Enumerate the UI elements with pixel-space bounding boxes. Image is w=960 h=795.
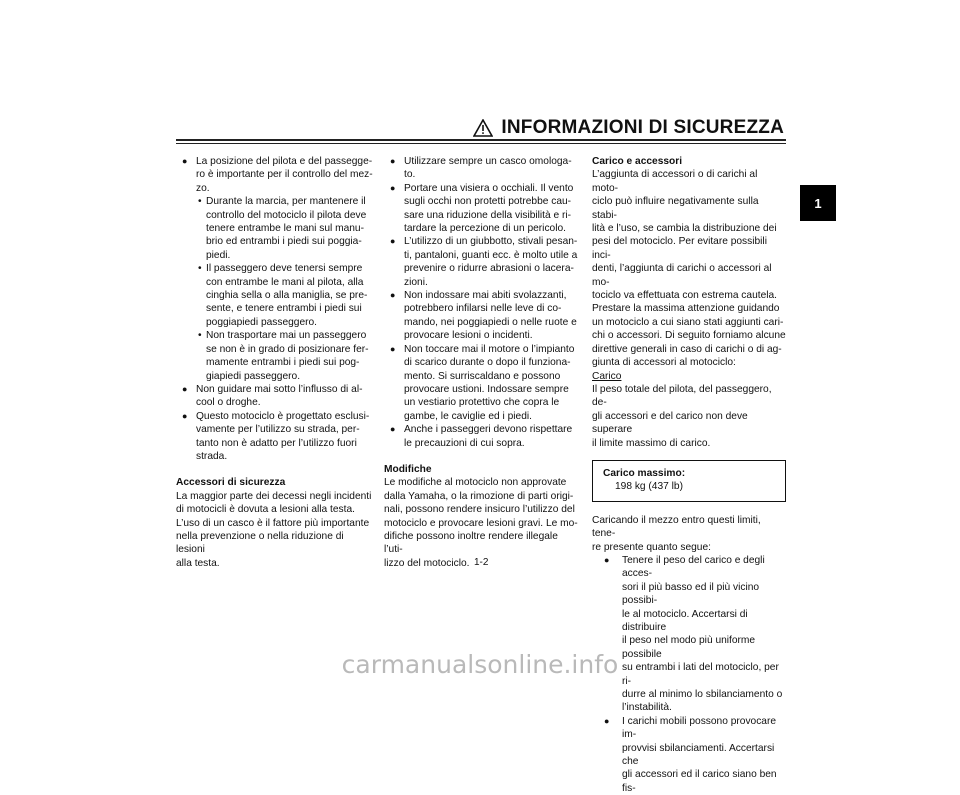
- text-line: lizzo del motociclo.: [384, 557, 470, 569]
- text-line: Anche i passeggeri devono rispettare: [404, 424, 573, 436]
- bullet-item: ● Anche i passeggeri devono rispettare le precauzioni di cui sopra.: [384, 423, 578, 450]
- text-line: controllo del motociclo il pilota deve: [206, 209, 367, 221]
- text-line: Il peso totale del pilota, del passeggero, de-: [592, 383, 772, 409]
- text-line: sugli occhi non protetti potrebbe cau-: [404, 196, 572, 208]
- text-line: re presente quanto segue:: [592, 541, 711, 553]
- header-rule-thin: [176, 143, 786, 144]
- paragraph: [592, 168, 786, 369]
- text-line: Tenere il peso del carico e degli acces-: [622, 554, 765, 580]
- text-line: di motocicli è dovuta a lesioni alla testa.: [176, 504, 355, 516]
- text-line: un vestiario protettivo che copra le: [404, 397, 560, 409]
- paragraph: [592, 514, 786, 554]
- max-load-value: 198 kg (437 lb): [615, 481, 683, 493]
- text-line: provvisi sbilanciamenti. Accertarsi che: [622, 742, 775, 768]
- text-line: I carichi mobili possono provocare im-: [622, 715, 777, 741]
- page-header: [473, 117, 784, 139]
- text-line: zioni.: [404, 276, 428, 288]
- text-line: Utilizzare sempre un casco omologa-: [404, 156, 572, 167]
- text-line: Le modifiche al motociclo non approvate: [384, 477, 567, 489]
- text-line: Non toccare mai il motore o l’impianto: [404, 343, 575, 355]
- text-line: denti, l’aggiunta di carichi o accessori al mo-: [592, 263, 772, 288]
- bullet-item: ● Questo motociclo è progettato esclusi- vamente per l’utilizzo su strada, per- tanto non è adatto per l’utilizzo fuori strada.: [176, 410, 374, 464]
- text-line: brio ed entrambi i piedi sui poggia-: [206, 236, 362, 248]
- text-line: Non guidare mai sotto l’influsso di al-: [196, 383, 363, 395]
- text-line: strada.: [196, 450, 228, 462]
- text-line: nali, possono rendere insicuro l’utilizzo del: [384, 504, 575, 516]
- text-line: potrebbero infilarsi nelle leve di co-: [404, 303, 562, 315]
- section-heading: Carico e accessori: [592, 156, 683, 167]
- section-heading: Accessori di sicurezza: [176, 477, 286, 489]
- section-heading: Modifiche: [384, 463, 432, 475]
- text-line: tardare la percezione di un pericolo.: [404, 223, 566, 235]
- text-line: direttive generali in caso di carichi o di ag-: [592, 343, 782, 355]
- text-line: ti, pantaloni, guanti ecc. è molto utile a: [404, 249, 578, 261]
- text-line: tenere entrambe le mani sul manu-: [206, 223, 364, 235]
- bullet-item: ● Portare una visiera o occhiali. Il vento sugli occhi non protetti potrebbe cau- sare una riduzione della visibilità e ri- tardare la percezione di un pericolo.: [384, 182, 578, 236]
- text-line: to.: [404, 169, 416, 181]
- max-load-label: Carico massimo:: [603, 467, 686, 479]
- text-line: Prestare la massima attenzione guidando: [592, 303, 780, 315]
- text-line: gli accessori ed il carico siano ben fis-: [622, 769, 777, 794]
- text-line: Non indossare mai abiti svolazzanti,: [404, 290, 567, 302]
- text-line: Caricando il mezzo entro questi limiti, tene-: [592, 514, 761, 540]
- text-line: difiche possono inoltre rendere illegale l’uti-: [384, 530, 558, 556]
- text-line: mento. Si surriscaldano e possono: [404, 370, 561, 382]
- text-line: su entrambi i lati del motociclo, per ri-: [622, 662, 779, 687]
- text-line: L’uso di un casco è il fattore più importante: [176, 517, 370, 529]
- text-line: le al motociclo. Accertarsi di distribuire: [622, 608, 748, 633]
- max-load-box: [592, 460, 786, 502]
- text-line: il limite massimo di carico.: [592, 437, 711, 449]
- bullet-item: ● Non guidare mai sotto l’influsso di al- cool o droghe.: [176, 383, 374, 410]
- text-line: lità e l’uso, se cambia la distribuzione dei: [592, 223, 777, 235]
- text-line: alla testa.: [176, 557, 220, 569]
- text-line: motociclo e provocare lesioni gravi. Le mo-: [384, 517, 578, 529]
- text-line: provocare lesioni o incidenti.: [404, 330, 533, 342]
- text-line: zo.: [196, 182, 210, 194]
- bullet-item: ● Non toccare mai il motore o l’impianto di scarico durante o dopo il funziona- mento. Si surriscaldano e possono provocare ustioni. Indossare sempre un vestiario protettivo che copra le gambe, le caviglie ed i piedi.: [384, 343, 578, 423]
- text-line: gli accessori e del carico non deve superare: [592, 410, 748, 436]
- text-line: pesi del motociclo. Per evitare possibili inci-: [592, 236, 767, 261]
- text-line: ciclo può influire negativamente sulla stabi-: [592, 196, 759, 221]
- text-line: Il passeggero deve tenersi sempre: [206, 263, 363, 275]
- text-line: tanto non è adatto per l’utilizzo fuori: [196, 437, 357, 449]
- text-line: il peso nel modo più uniforme possibile: [622, 635, 756, 660]
- text-line: La posizione del pilota e del passegge-: [196, 156, 373, 167]
- paragraph: [592, 383, 786, 450]
- bullet-item: ● Utilizzare sempre un casco omologa- to.: [384, 155, 578, 182]
- watermark: carmanualsonline.info: [341, 650, 619, 679]
- text-line: ro è importante per il controllo del mez-: [196, 169, 373, 181]
- text-line: sente, e tenere entrambi i piedi sui: [206, 303, 362, 315]
- column-1: [176, 155, 374, 570]
- text-line: le precauzioni di cui sopra.: [404, 437, 525, 449]
- header-rule: [176, 139, 786, 141]
- text-line: giunta di accessori al motociclo:: [592, 357, 736, 369]
- sub-bullet-item: • Non trasportare mai un passeggero se non è in grado di posizionare fer- mamente entrambi i piedi sui pog- giapiedi passeggero.: [176, 329, 374, 383]
- text-line: cinghia sella o alla maniglia, se pre-: [206, 290, 368, 302]
- text-line: La maggior parte dei decessi negli incidenti: [176, 490, 372, 502]
- text-line: chi o accessori. Di seguito forniamo alcune: [592, 330, 786, 342]
- text-line: Portare una visiera o occhiali. Il vento: [404, 182, 574, 194]
- bullet-item: ● L’utilizzo di un giubbotto, stivali pesan- ti, pantaloni, guanti ecc. è molto utile a prevenire o ridurre abrasioni o lacera- zioni.: [390, 236, 578, 288]
- warning-triangle-icon: [473, 119, 493, 137]
- text-line: L’utilizzo di un giubbotto, stivali pesan-: [404, 236, 578, 248]
- paragraph: [176, 490, 374, 570]
- page-number: 1-2: [474, 557, 489, 568]
- sub-bullet-item: • Durante la marcia, per mantenere il controllo del motociclo il pilota deve tenere entrambe le mani sul manu- brio ed entrambi i piedi sui poggia- piedi.: [176, 195, 374, 262]
- text-line: giapiedi passeggero.: [206, 370, 301, 382]
- text-line: cool o droghe.: [196, 397, 261, 409]
- text-line: piedi.: [206, 249, 231, 261]
- column-3: [592, 155, 786, 795]
- page-title: INFORMAZIONI DI SICUREZZA: [501, 117, 784, 138]
- sub-bullet-item: • Il passeggero deve tenersi sempre con entrambe le mani al pilota, alla cinghia sella o alla maniglia, se pre- sente, e tenere entrambi i piedi sui poggiapiedi passeggero.: [176, 262, 374, 329]
- text-line: se non è in grado di posizionare fer-: [206, 343, 369, 355]
- text-line: l’instabilità.: [622, 702, 672, 714]
- text-line: poggiapiedi passeggero.: [206, 316, 318, 328]
- bullet-item: ● La posizione del pilota e del passegge- ro è importante per il controllo del mez- zo.: [182, 156, 373, 194]
- column-2: [384, 155, 578, 570]
- text-line: nella prevenzione o nella riduzione di lesioni: [176, 530, 344, 556]
- chapter-tab: 1: [800, 185, 836, 221]
- text-line: vamente per l’utilizzo su strada, per-: [196, 424, 360, 436]
- bullet-item: ● I carichi mobili possono provocare im- provvisi sbilanciamenti. Accertarsi che gli accessori ed il carico siano ben fis-: [592, 715, 786, 795]
- text-line: Durante la marcia, per mantenere il: [206, 196, 366, 208]
- text-line: sori il più basso ed il più vicino possibi-: [622, 581, 760, 607]
- text-line: prevenire o ridurre abrasioni o lacera-: [404, 263, 574, 275]
- text-line: un motociclo a cui siano stati aggiunti cari-: [592, 316, 784, 328]
- text-line: dalla Yamaha, o la rimozione di parti origi-: [384, 490, 574, 502]
- text-line: con entrambe le mani al pilota, alla: [206, 276, 364, 288]
- text-line: mamente entrambi i piedi sui pog-: [206, 357, 360, 369]
- subheading: Carico: [592, 370, 622, 382]
- text-line: durre al minimo lo sbilanciamento o: [622, 689, 783, 701]
- text-line: sare una riduzione della visibilità e ri-: [404, 209, 572, 221]
- text-line: mando, nei poggiapiedi o nelle ruote e: [404, 316, 577, 328]
- text-line: provocare ustioni. Indossare sempre: [404, 383, 569, 395]
- text-line: tociclo va effettuata con estrema cautela.: [592, 290, 777, 302]
- text-line: gambe, le caviglie ed i piedi.: [404, 410, 532, 422]
- bullet-item: ● Non indossare mai abiti svolazzanti, potrebbero infilarsi nelle leve di co- mando, nei poggiapiedi o nelle ruote e provocare lesioni o incidenti.: [390, 290, 577, 342]
- text-line: di scarico durante o dopo il funziona-: [404, 357, 571, 369]
- text-line: Questo motociclo è progettato esclusi-: [196, 410, 370, 422]
- text-line: Non trasportare mai un passeggero: [206, 330, 367, 342]
- bullet-item: ● Tenere il peso del carico e degli acces- sori il più basso ed il più vicino possibi- le al motociclo. Accertarsi di distribuire il peso nel modo più uniforme possibile su entrambi i lati del motociclo, per ri- durre al minimo lo sbilanciamento o l’instabilità.: [592, 554, 786, 715]
- text-line: L’aggiunta di accessori o di carichi al moto-: [592, 169, 758, 194]
